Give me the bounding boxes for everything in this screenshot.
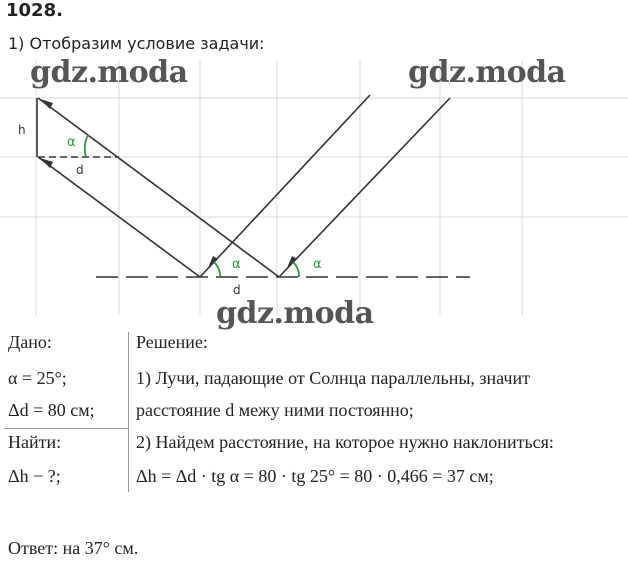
column-divider [128, 332, 129, 492]
find-delta-h: Δh − ?; [8, 466, 61, 486]
incident-ray-right [279, 98, 450, 277]
angle-arc-top [85, 135, 88, 157]
watermark-top-right: gdz.moda [408, 55, 566, 90]
watermark-top-left: gdz.moda [30, 55, 188, 90]
label-d-top: d [76, 163, 84, 177]
problem-number: 1028. [6, 0, 63, 21]
solution-line-1: 1) Лучи, падающие от Солнца параллельны, значит [136, 368, 530, 388]
find-title: Найти: [8, 432, 62, 452]
solution-title: Решение: [136, 332, 208, 352]
step-one-heading: 1) Отобразим условие задачи: [8, 34, 265, 53]
reflected-ray-right [38, 98, 279, 277]
label-d-bottom: d [233, 283, 241, 297]
solution-formula: Δh = Δd · tg α = 80 · tg 25° = 80 · 0,466 = 37 см; [136, 466, 494, 486]
given-delta-d: Δd = 80 см; [8, 400, 95, 420]
incident-ray-left [200, 95, 370, 277]
label-alpha-left: α [232, 257, 241, 272]
given-alpha: α = 25°; [8, 368, 67, 388]
label-alpha-right: α [313, 257, 322, 272]
angle-arc-left [214, 262, 220, 277]
answer: Ответ: на 37° см. [8, 538, 139, 558]
solution-line-2: расстояние d межу ними постоянно; [136, 400, 414, 420]
arrowheads [40, 99, 297, 268]
label-h: h [18, 123, 26, 137]
given-title: Дано: [8, 332, 52, 352]
given-find-divider [4, 428, 128, 429]
watermark-middle: gdz.moda [216, 296, 374, 331]
angle-arc-right [293, 262, 299, 277]
solution-line-3: 2) Найдем расстояние, на которое нужно наклониться: [136, 432, 554, 452]
label-alpha-top: α [67, 135, 76, 150]
ray-diagram [0, 60, 628, 330]
